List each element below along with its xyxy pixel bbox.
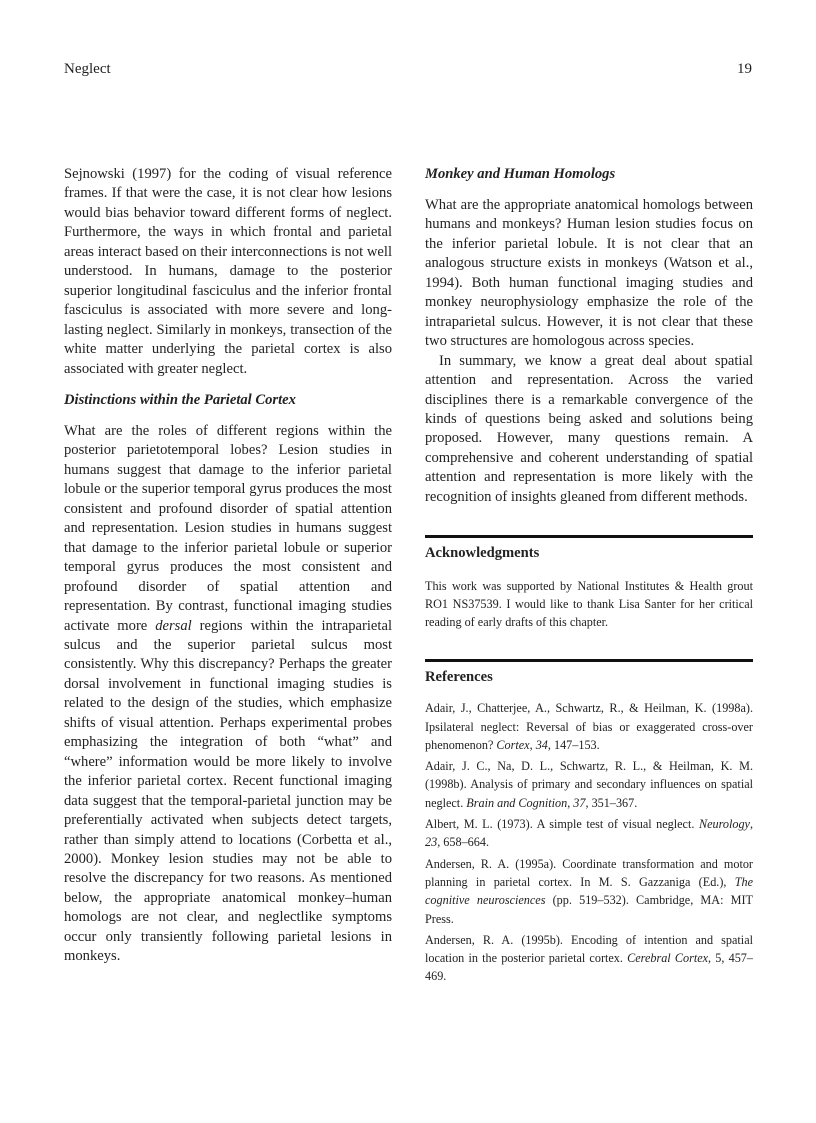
text-run: regions within the intraparietal sulcus and the superior parietal sulcus most consistently. Why this discrepancy? Perhaps the greater dorsal involvement in functional imaging studies is related to the design of the studies, which emphasize shifts of visual attention. Perhaps experimental probes emphasizing the integration of both “what” and “where” information would be more likely to involve the inferior parietal cortex. Recent functional imaging data suggest that the temporal-parietal junction may be preferentially activated when subjects detect targets, rather than simply attend to locations (Corbetta et al., 2000). Monkey lesion studies may not be able to resolve the discrepancy for two reasons. As mentioned below, the appropriate anatomical monkey–human homologs are not clear, and neglectlike symptoms occur only transiently following parietal lesions in monkeys. bbox=[64, 617, 392, 965]
body-paragraph bbox=[64, 422, 392, 967]
reference-item: Andersen, R. A. (1995b). Encoding of intention and spatial location in the posterior parietal cortex. Cerebral Cortex, 5, 457–469. bbox=[425, 932, 753, 984]
reference-item: Adair, J. C., Na, D. L., Schwartz, R. L., & Heilman, K. M. (1998b). Analysis of primary and secondary influences on spatial neglect. Brain and Cognition, 37, 351–367. bbox=[425, 759, 753, 810]
text-run: What are the roles of different regions within the posterior parietotemporal lobes? Lesion studies in humans suggest that damage to the inferior parietal lobule or the superior temporal gyrus produces the most consistent and profound disorder of spatial attention and representation. Lesion studies in humans suggest that damage to the inferior parietal lobule or superior temporal gyrus produces the most consistent and profound disorder of spatial attention and representation. By contrast, functional imaging studies activate more bbox=[64, 422, 392, 634]
running-head: Neglect bbox=[64, 61, 111, 77]
acknowledgments-text: This work was supported by National Institutes & Health grout RO1 NS37539. I would like to thank Lisa Santer for her critical reading of early drafts of this chapter. bbox=[425, 579, 753, 630]
right-column bbox=[425, 165, 753, 989]
acknowledgments-heading: Acknowledgments bbox=[425, 545, 540, 562]
reference-item: Albert, M. L. (1973). A simple test of visual neglect. Neurology, 23, 658–664. bbox=[425, 817, 753, 850]
section-rule bbox=[425, 535, 753, 538]
italic-term: dersal bbox=[155, 617, 192, 634]
reference-item: Andersen, R. A. (1995a). Coordinate transformation and motor planning in parietal cortex. In M. S. Gazzaniga (Ed.), The cognitive neurosciences (pp. 519–532). Cambridge, MA: MIT Press. bbox=[425, 856, 753, 926]
page-number: 19 bbox=[737, 61, 752, 77]
references-heading: References bbox=[425, 669, 493, 686]
left-column bbox=[64, 165, 392, 967]
body-paragraph: Sejnowski (1997) for the coding of visual reference frames. If that were the case, it is not clear how lesions would bias behavior toward different forms of neglect. Furthermore, the ways in which frontal and parietal areas interact based on their interconnections is not well understood. In humans, damage to the posterior superior longitudinal fasciculus and the inferior frontal fasciculus is associated with more severe and long-lasting neglect. Similarly in monkeys, transection of the white matter underlying the parietal cortex is also associated with greater neglect. bbox=[64, 166, 392, 377]
reference-item: Adair, J., Chatterjee, A., Schwartz, R., & Heilman, K. (1998a). Ipsilateral neglect: Reversal of bias or exaggerated cross-over phenomenon? Cortex, 34, 147–153. bbox=[425, 701, 753, 752]
section-heading-parietal: Distinctions within the Parietal Cortex bbox=[64, 391, 296, 408]
reference-list bbox=[425, 699, 753, 985]
section-heading-homologs: Monkey and Human Homologs bbox=[425, 166, 616, 182]
body-paragraph: What are the appropriate anatomical homologs between humans and monkeys? Human lesion studies focus on the inferior parietal lobule. It is not clear that an analogous structure exists in monkeys (Watson et al., 1994). Both human functional imaging studies and monkey neurophysiology emphasize the role of the intraparietal sulcus. However, it is not clear that these two structures are homologous across species. bbox=[425, 197, 753, 350]
section-rule bbox=[425, 659, 753, 662]
body-paragraph: In summary, we know a great deal about spatial attention and representation. Across the varied disciplines there is a remarkable convergence of the kinds of questions being asked and solutions being proposed. However, many questions remain. A comprehensive and coherent understanding of spatial attention and representation is more likely with the recognition of insights gleaned from different methods. bbox=[425, 352, 753, 505]
